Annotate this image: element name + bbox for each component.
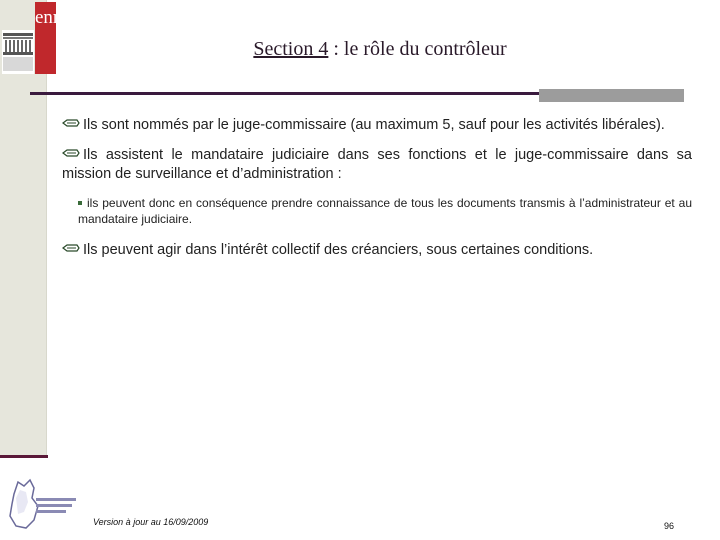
logo-text: enm	[35, 2, 56, 74]
republic-seal-icon	[4, 476, 80, 534]
enm-logo	[2, 2, 68, 74]
bullet-item	[62, 116, 692, 135]
square-bullet-icon	[78, 201, 82, 205]
title-section: Section 4	[253, 38, 329, 60]
pen-bullet-icon	[62, 243, 80, 253]
pen-bullet-icon	[62, 118, 80, 128]
pen-bullet-icon	[62, 148, 80, 158]
bullet-item	[62, 241, 692, 260]
bullet-text: Ils assistent le mandataire judiciaire dans ses fonctions et le juge-commissaire dans sa mission de surveillance et d’administration :	[62, 147, 692, 182]
sub-bullet-text: ils peuvent donc en conséquence prendre connaissance de tous les documents transmis à l’administrateur et au mandataire judiciaire.	[78, 196, 692, 226]
bullet-item	[62, 146, 692, 184]
bullet-text: Ils sont nommés par le juge-commissaire (au maximum 5, sauf pour les activités libérales).	[83, 117, 665, 133]
title-rest: : le rôle du contrôleur	[328, 38, 507, 60]
title-rule-block	[539, 89, 684, 102]
page-title	[60, 38, 700, 61]
slide-content	[62, 116, 692, 271]
version-date: Version à jour au 16/09/2009	[93, 517, 209, 527]
sub-bullet-item	[78, 195, 692, 227]
sidebar-base-line	[0, 455, 48, 458]
bullet-text: Ils peuvent agir dans l’intérêt collectif des créanciers, sous certaines conditions.	[83, 242, 594, 258]
page-number: 96	[664, 521, 675, 531]
building-icon	[2, 30, 34, 74]
